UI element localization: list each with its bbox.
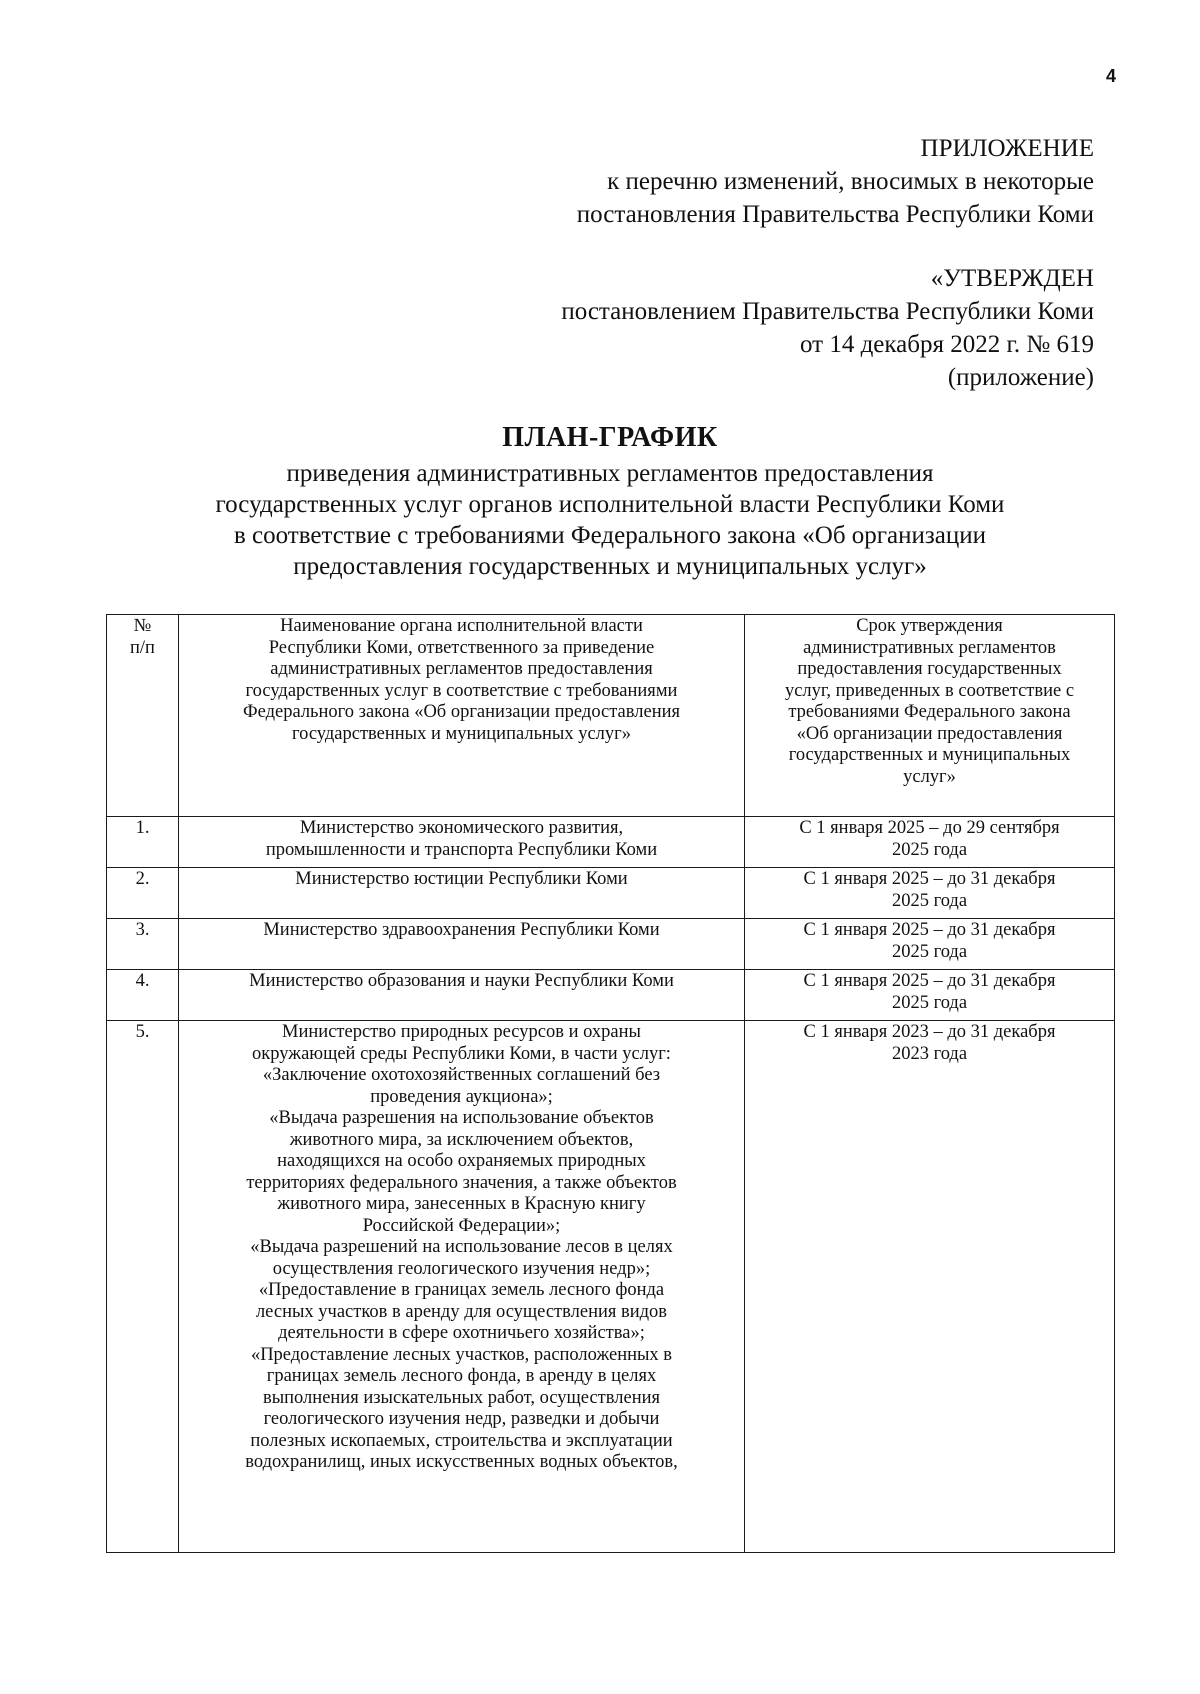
cell-text: «Заключение охотохозяйственных соглашений без bbox=[262, 1065, 661, 1085]
table-row bbox=[107, 817, 1115, 868]
appendix-title: ПРИЛОЖЕНИЕ bbox=[920, 135, 1094, 162]
header-text: п/п bbox=[130, 637, 155, 658]
row-term bbox=[745, 919, 1115, 970]
header-text: Наименование органа исполнительной власти bbox=[280, 616, 643, 636]
row-term bbox=[745, 868, 1115, 919]
header-approval-term bbox=[745, 615, 1115, 817]
header-text: государственных услуг в соответствие с требованиями bbox=[245, 680, 678, 701]
subtitle-line: приведения административных регламентов предоставления bbox=[286, 460, 934, 487]
cell-text: территориях федерального значения, а также объектов bbox=[246, 1172, 677, 1193]
row-number: 3. bbox=[107, 919, 179, 970]
row-number: 5. bbox=[107, 1021, 179, 1553]
row-authority-name bbox=[179, 919, 745, 970]
cell-text: «Предоставление лесных участков, расположенных в bbox=[250, 1344, 673, 1365]
cell-text: С 1 января 2023 – до 31 декабря bbox=[803, 1022, 1056, 1042]
header-authority-name bbox=[179, 615, 745, 817]
cell-text: Российской Федерации»; bbox=[362, 1215, 561, 1236]
table-row bbox=[107, 919, 1115, 970]
subtitle-line: предоставления государственных и муниципальных услуг» bbox=[293, 553, 927, 580]
header-text: Срок утверждения bbox=[856, 616, 1003, 636]
cell-text: водохранилищ, иных искусственных водных объектов, bbox=[245, 1452, 678, 1472]
header-text: административных регламентов предоставления bbox=[270, 659, 653, 679]
header-text: государственных и муниципальных услуг» bbox=[291, 723, 632, 744]
cell-text: Министерство юстиции Республики Коми bbox=[295, 869, 628, 889]
subtitle-line: государственных услуг органов исполнительной власти Республики Коми bbox=[215, 491, 1005, 518]
header-text: услуг» bbox=[903, 766, 956, 787]
row-authority-name bbox=[179, 817, 745, 868]
table-header-row bbox=[107, 615, 1115, 817]
cell-text: С 1 января 2025 – до 29 сентября bbox=[799, 818, 1060, 838]
header-text: «Об организации предоставления bbox=[796, 723, 1063, 744]
document-subtitle bbox=[120, 458, 1100, 582]
row-term bbox=[745, 817, 1115, 868]
header-text: предоставления государственных bbox=[797, 659, 1062, 679]
header-text: Республики Коми, ответственного за приведение bbox=[268, 637, 655, 658]
header-text: № bbox=[133, 616, 152, 636]
subtitle-line: в соответствие с требованиями Федерального закона «Об организации bbox=[233, 522, 987, 549]
row-term bbox=[745, 970, 1115, 1021]
cell-text: животного мира, за исключением объектов, bbox=[289, 1129, 634, 1150]
header-number bbox=[107, 615, 179, 817]
approval-line: постановлением Правительства Республики Коми bbox=[561, 298, 1094, 325]
cell-text: Министерство образования и науки Республики Коми bbox=[249, 971, 674, 991]
cell-text: окружающей среды Республики Коми, в части услуг: bbox=[252, 1043, 671, 1064]
cell-text: 2023 года bbox=[891, 1043, 968, 1064]
row-authority-name bbox=[179, 970, 745, 1021]
approval-line: «УТВЕРЖДЕН bbox=[930, 265, 1094, 292]
row-authority-name bbox=[179, 1021, 745, 1553]
cell-text: 2025 года bbox=[891, 992, 968, 1013]
row-number: 2. bbox=[107, 868, 179, 919]
cell-text: выполнения изыскательных работ, осуществления bbox=[262, 1387, 661, 1408]
cell-text: лесных участков в аренду для осуществления видов bbox=[255, 1301, 668, 1322]
row-authority-name bbox=[179, 868, 745, 919]
appendix-line: постановления Правительства Республики Коми bbox=[576, 201, 1094, 228]
cell-text: Министерство экономического развития, bbox=[299, 818, 624, 838]
cell-text: находящихся на особо охраняемых природных bbox=[277, 1151, 646, 1171]
approval-stamp-text bbox=[374, 262, 1094, 394]
cell-text: животного мира, занесенных в Красную книгу bbox=[277, 1194, 646, 1214]
header-text: административных регламентов bbox=[803, 637, 1056, 658]
cell-text: 2025 года bbox=[891, 941, 968, 962]
document-heading bbox=[120, 420, 1100, 582]
approval-line: от 14 декабря 2022 г. № 619 bbox=[799, 331, 1094, 358]
cell-text: «Выдача разрешения на использование объектов bbox=[269, 1108, 654, 1128]
approval-line: (приложение) bbox=[947, 364, 1094, 391]
cell-text: промышленности и транспорта Республики Коми bbox=[265, 839, 658, 860]
row-term bbox=[745, 1021, 1115, 1553]
cell-text: геологического изучения недр, разведки и добычи bbox=[263, 1409, 660, 1429]
cell-text: границах земель лесного фонда, в аренду в целях bbox=[266, 1366, 657, 1386]
header-text: услуг, приведенных в соответствие с bbox=[784, 680, 1075, 701]
cell-text: проведения аукциона»; bbox=[370, 1086, 553, 1107]
cell-text: С 1 января 2025 – до 31 декабря bbox=[803, 971, 1056, 991]
table-row bbox=[107, 1021, 1115, 1553]
cell-text: 2025 года bbox=[891, 890, 968, 911]
appendix-line: к перечню изменений, вносимых в некоторые bbox=[607, 168, 1094, 195]
cell-text: С 1 января 2025 – до 31 декабря bbox=[803, 920, 1056, 940]
cell-text: деятельности в сфере охотничьего хозяйства»; bbox=[278, 1323, 645, 1343]
document-title: ПЛАН-ГРАФИК bbox=[502, 422, 718, 453]
cell-text: полезных ископаемых, строительства и эксплуатации bbox=[250, 1430, 673, 1451]
header-text: государственных и муниципальных bbox=[788, 745, 1071, 765]
table-row bbox=[107, 970, 1115, 1021]
cell-text: «Выдача разрешений на использование лесов в целях bbox=[250, 1237, 673, 1257]
schedule-table bbox=[106, 614, 1115, 1553]
header-text: требованиями Федерального закона bbox=[788, 702, 1071, 722]
cell-text: Министерство природных ресурсов и охраны bbox=[282, 1022, 641, 1042]
table-row bbox=[107, 868, 1115, 919]
row-number: 4. bbox=[107, 970, 179, 1021]
page-number: 4 bbox=[1105, 66, 1116, 86]
cell-text: 2025 года bbox=[891, 839, 968, 860]
appendix-header bbox=[374, 132, 1094, 231]
cell-text: «Предоставление в границах земель лесного фонда bbox=[258, 1280, 665, 1300]
header-text: Федерального закона «Об организации предоставления bbox=[242, 702, 681, 722]
cell-text: осуществления геологического изучения недр»; bbox=[272, 1258, 651, 1279]
cell-text: С 1 января 2025 – до 31 декабря bbox=[803, 869, 1056, 889]
row-number: 1. bbox=[107, 817, 179, 868]
cell-text: Министерство здравоохранения Республики Коми bbox=[263, 920, 660, 940]
